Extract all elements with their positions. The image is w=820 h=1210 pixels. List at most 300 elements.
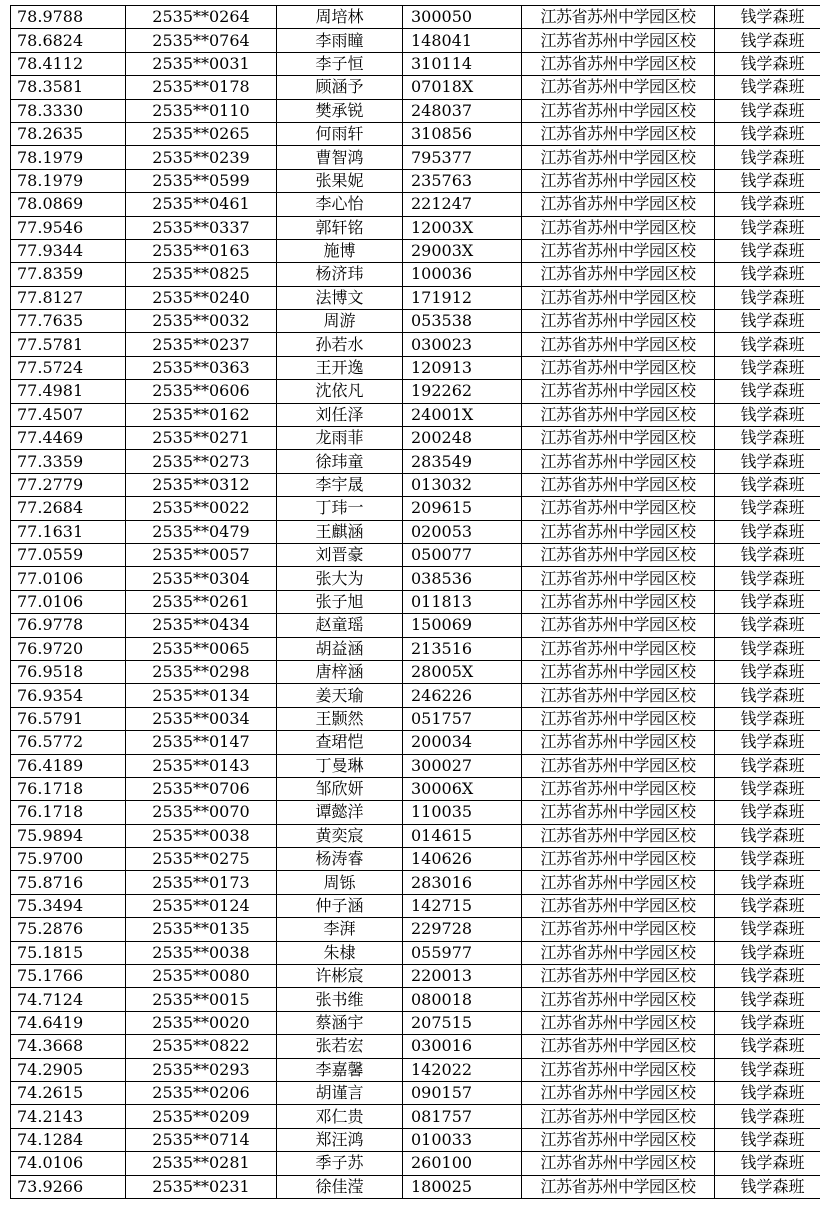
school-cell: 江苏省苏州中学园区校 (522, 520, 715, 543)
id-suffix-cell: 300027 (403, 754, 522, 777)
table-body (11, 6, 820, 1199)
score-cell: 77.7635 (11, 310, 126, 333)
candidate-id-cell: 2535**0147 (126, 731, 277, 754)
table-row (11, 590, 820, 613)
score-cell: 78.0869 (11, 193, 126, 216)
id-suffix-cell: 300050 (403, 6, 522, 29)
candidate-id-cell: 2535**0261 (126, 590, 277, 613)
student-name-cell: 徐玮童 (277, 450, 403, 473)
id-suffix-cell: 30006X (403, 777, 522, 800)
results-sheet (10, 5, 810, 1199)
school-cell: 江苏省苏州中学园区校 (522, 1105, 715, 1128)
id-suffix-cell: 030016 (403, 1035, 522, 1058)
student-name-cell: 谭懿洋 (277, 801, 403, 824)
id-suffix-cell: 150069 (403, 614, 522, 637)
table-row (11, 169, 820, 192)
class-cell: 钱学森班 (715, 777, 820, 800)
id-suffix-cell: 140626 (403, 848, 522, 871)
student-name-cell: 仲子涵 (277, 894, 403, 917)
score-cell: 76.9354 (11, 684, 126, 707)
id-suffix-cell: 050077 (403, 543, 522, 566)
school-cell: 江苏省苏州中学园区校 (522, 988, 715, 1011)
candidate-id-cell: 2535**0239 (126, 146, 277, 169)
candidate-id-cell: 2535**0163 (126, 239, 277, 262)
candidate-id-cell: 2535**0057 (126, 543, 277, 566)
score-cell: 76.9778 (11, 614, 126, 637)
student-name-cell: 查珺恺 (277, 731, 403, 754)
table-row (11, 965, 820, 988)
student-name-cell: 刘任泽 (277, 403, 403, 426)
student-name-cell: 李子恒 (277, 52, 403, 75)
candidate-id-cell: 2535**0599 (126, 169, 277, 192)
class-cell: 钱学森班 (715, 731, 820, 754)
id-suffix-cell: 221247 (403, 193, 522, 216)
class-cell: 钱学森班 (715, 871, 820, 894)
candidate-id-cell: 2535**0293 (126, 1058, 277, 1081)
class-cell: 钱学森班 (715, 122, 820, 145)
candidate-id-cell: 2535**0038 (126, 824, 277, 847)
candidate-id-cell: 2535**0032 (126, 310, 277, 333)
score-cell: 77.0106 (11, 567, 126, 590)
score-cell: 77.5724 (11, 356, 126, 379)
school-cell: 江苏省苏州中学园区校 (522, 918, 715, 941)
student-name-cell: 周培林 (277, 6, 403, 29)
student-name-cell: 杨济玮 (277, 263, 403, 286)
score-cell: 76.9518 (11, 660, 126, 683)
table-row (11, 1175, 820, 1198)
id-suffix-cell: 795377 (403, 146, 522, 169)
class-cell: 钱学森班 (715, 29, 820, 52)
id-suffix-cell: 07018X (403, 76, 522, 99)
candidate-id-cell: 2535**0022 (126, 497, 277, 520)
table-row (11, 707, 820, 730)
school-cell: 江苏省苏州中学园区校 (522, 193, 715, 216)
school-cell: 江苏省苏州中学园区校 (522, 450, 715, 473)
table-row (11, 1035, 820, 1058)
table-row (11, 193, 820, 216)
id-suffix-cell: 28005X (403, 660, 522, 683)
class-cell: 钱学森班 (715, 356, 820, 379)
candidate-id-cell: 2535**0110 (126, 99, 277, 122)
score-cell: 74.3668 (11, 1035, 126, 1058)
table-row (11, 1152, 820, 1175)
score-cell: 77.9344 (11, 239, 126, 262)
class-cell: 钱学森班 (715, 310, 820, 333)
class-cell: 钱学森班 (715, 801, 820, 824)
id-suffix-cell: 24001X (403, 403, 522, 426)
score-cell: 74.1284 (11, 1128, 126, 1151)
candidate-id-cell: 2535**0706 (126, 777, 277, 800)
class-cell: 钱学森班 (715, 1035, 820, 1058)
school-cell: 江苏省苏州中学园区校 (522, 122, 715, 145)
score-cell: 74.0106 (11, 1152, 126, 1175)
id-suffix-cell: 283016 (403, 871, 522, 894)
table-row (11, 99, 820, 122)
candidate-id-cell: 2535**0173 (126, 871, 277, 894)
class-cell: 钱学森班 (715, 52, 820, 75)
id-suffix-cell: 310114 (403, 52, 522, 75)
candidate-id-cell: 2535**0822 (126, 1035, 277, 1058)
candidate-id-cell: 2535**0434 (126, 614, 277, 637)
table-row (11, 52, 820, 75)
school-cell: 江苏省苏州中学园区校 (522, 1175, 715, 1198)
class-cell: 钱学森班 (715, 497, 820, 520)
student-name-cell: 丁玮一 (277, 497, 403, 520)
school-cell: 江苏省苏州中学园区校 (522, 1081, 715, 1104)
table-row (11, 122, 820, 145)
student-name-cell: 邹欣妍 (277, 777, 403, 800)
id-suffix-cell: 053538 (403, 310, 522, 333)
candidate-id-cell: 2535**0237 (126, 333, 277, 356)
score-cell: 78.1979 (11, 169, 126, 192)
candidate-id-cell: 2535**0273 (126, 450, 277, 473)
candidate-id-cell: 2535**0034 (126, 707, 277, 730)
candidate-id-cell: 2535**0206 (126, 1081, 277, 1104)
class-cell: 钱学森班 (715, 1081, 820, 1104)
table-row (11, 684, 820, 707)
student-name-cell: 蔡涵宇 (277, 1011, 403, 1034)
class-cell: 钱学森班 (715, 965, 820, 988)
student-name-cell: 张若宏 (277, 1035, 403, 1058)
school-cell: 江苏省苏州中学园区校 (522, 731, 715, 754)
id-suffix-cell: 220013 (403, 965, 522, 988)
score-cell: 73.9266 (11, 1175, 126, 1198)
score-cell: 76.5791 (11, 707, 126, 730)
score-cell: 77.2684 (11, 497, 126, 520)
candidate-id-cell: 2535**0031 (126, 52, 277, 75)
id-suffix-cell: 011813 (403, 590, 522, 613)
class-cell: 钱学森班 (715, 380, 820, 403)
candidate-id-cell: 2535**0265 (126, 122, 277, 145)
class-cell: 钱学森班 (715, 543, 820, 566)
school-cell: 江苏省苏州中学园区校 (522, 614, 715, 637)
id-suffix-cell: 120913 (403, 356, 522, 379)
candidate-id-cell: 2535**0714 (126, 1128, 277, 1151)
table-row (11, 1128, 820, 1151)
school-cell: 江苏省苏州中学园区校 (522, 824, 715, 847)
id-suffix-cell: 142022 (403, 1058, 522, 1081)
candidate-id-cell: 2535**0162 (126, 403, 277, 426)
class-cell: 钱学森班 (715, 637, 820, 660)
student-name-cell: 杨涛睿 (277, 848, 403, 871)
score-cell: 74.2615 (11, 1081, 126, 1104)
candidate-id-cell: 2535**0134 (126, 684, 277, 707)
school-cell: 江苏省苏州中学园区校 (522, 356, 715, 379)
candidate-id-cell: 2535**0020 (126, 1011, 277, 1034)
class-cell: 钱学森班 (715, 99, 820, 122)
student-name-cell: 王麒涵 (277, 520, 403, 543)
school-cell: 江苏省苏州中学园区校 (522, 894, 715, 917)
candidate-id-cell: 2535**0606 (126, 380, 277, 403)
class-cell: 钱学森班 (715, 520, 820, 543)
candidate-id-cell: 2535**0264 (126, 6, 277, 29)
score-cell: 76.1718 (11, 801, 126, 824)
student-name-cell: 法博文 (277, 286, 403, 309)
score-cell: 74.7124 (11, 988, 126, 1011)
id-suffix-cell: 207515 (403, 1011, 522, 1034)
score-cell: 77.0559 (11, 543, 126, 566)
class-cell: 钱学森班 (715, 660, 820, 683)
school-cell: 江苏省苏州中学园区校 (522, 777, 715, 800)
id-suffix-cell: 110035 (403, 801, 522, 824)
student-name-cell: 郭轩铭 (277, 216, 403, 239)
table-row (11, 1105, 820, 1128)
student-name-cell: 季子苏 (277, 1152, 403, 1175)
student-name-cell: 沈依凡 (277, 380, 403, 403)
class-cell: 钱学森班 (715, 473, 820, 496)
table-row (11, 216, 820, 239)
table-row (11, 356, 820, 379)
class-cell: 钱学森班 (715, 567, 820, 590)
class-cell: 钱学森班 (715, 216, 820, 239)
score-cell: 75.1766 (11, 965, 126, 988)
class-cell: 钱学森班 (715, 590, 820, 613)
school-cell: 江苏省苏州中学园区校 (522, 707, 715, 730)
score-cell: 77.4981 (11, 380, 126, 403)
table-row (11, 497, 820, 520)
class-cell: 钱学森班 (715, 286, 820, 309)
table-row (11, 894, 820, 917)
id-suffix-cell: 014615 (403, 824, 522, 847)
table-row (11, 777, 820, 800)
score-cell: 77.0106 (11, 590, 126, 613)
table-row (11, 450, 820, 473)
table-row (11, 941, 820, 964)
student-name-cell: 李宇晟 (277, 473, 403, 496)
id-suffix-cell: 200248 (403, 427, 522, 450)
id-suffix-cell: 171912 (403, 286, 522, 309)
class-cell: 钱学森班 (715, 146, 820, 169)
score-cell: 75.8716 (11, 871, 126, 894)
candidate-id-cell: 2535**0825 (126, 263, 277, 286)
table-row (11, 614, 820, 637)
class-cell: 钱学森班 (715, 941, 820, 964)
table-row (11, 6, 820, 29)
id-suffix-cell: 030023 (403, 333, 522, 356)
student-name-cell: 李嘉馨 (277, 1058, 403, 1081)
student-name-cell: 唐梓涵 (277, 660, 403, 683)
class-cell: 钱学森班 (715, 1058, 820, 1081)
school-cell: 江苏省苏州中学园区校 (522, 567, 715, 590)
class-cell: 钱学森班 (715, 894, 820, 917)
student-name-cell: 周铄 (277, 871, 403, 894)
id-suffix-cell: 12003X (403, 216, 522, 239)
class-cell: 钱学森班 (715, 824, 820, 847)
student-name-cell: 张书维 (277, 988, 403, 1011)
id-suffix-cell: 283549 (403, 450, 522, 473)
school-cell: 江苏省苏州中学园区校 (522, 99, 715, 122)
table-row (11, 146, 820, 169)
score-cell: 77.9546 (11, 216, 126, 239)
score-cell: 75.2876 (11, 918, 126, 941)
class-cell: 钱学森班 (715, 1152, 820, 1175)
candidate-id-cell: 2535**0275 (126, 848, 277, 871)
school-cell: 江苏省苏州中学园区校 (522, 76, 715, 99)
id-suffix-cell: 29003X (403, 239, 522, 262)
student-name-cell: 胡谨言 (277, 1081, 403, 1104)
candidate-id-cell: 2535**0764 (126, 29, 277, 52)
class-cell: 钱学森班 (715, 1105, 820, 1128)
score-cell: 77.1631 (11, 520, 126, 543)
score-cell: 77.8127 (11, 286, 126, 309)
score-cell: 75.3494 (11, 894, 126, 917)
table-row (11, 731, 820, 754)
school-cell: 江苏省苏州中学园区校 (522, 52, 715, 75)
student-name-cell: 樊承锐 (277, 99, 403, 122)
class-cell: 钱学森班 (715, 614, 820, 637)
class-cell: 钱学森班 (715, 684, 820, 707)
student-name-cell: 张果妮 (277, 169, 403, 192)
school-cell: 江苏省苏州中学园区校 (522, 146, 715, 169)
id-suffix-cell: 090157 (403, 1081, 522, 1104)
id-suffix-cell: 038536 (403, 567, 522, 590)
class-cell: 钱学森班 (715, 707, 820, 730)
score-cell: 78.9788 (11, 6, 126, 29)
class-cell: 钱学森班 (715, 1011, 820, 1034)
table-row (11, 76, 820, 99)
score-cell: 77.8359 (11, 263, 126, 286)
admission-list-table (10, 5, 820, 1199)
student-name-cell: 施博 (277, 239, 403, 262)
candidate-id-cell: 2535**0271 (126, 427, 277, 450)
school-cell: 江苏省苏州中学园区校 (522, 871, 715, 894)
table-row (11, 333, 820, 356)
school-cell: 江苏省苏州中学园区校 (522, 848, 715, 871)
school-cell: 江苏省苏州中学园区校 (522, 497, 715, 520)
school-cell: 江苏省苏州中学园区校 (522, 543, 715, 566)
id-suffix-cell: 051757 (403, 707, 522, 730)
score-cell: 77.3359 (11, 450, 126, 473)
class-cell: 钱学森班 (715, 754, 820, 777)
score-cell: 77.2779 (11, 473, 126, 496)
candidate-id-cell: 2535**0124 (126, 894, 277, 917)
candidate-id-cell: 2535**0231 (126, 1175, 277, 1198)
id-suffix-cell: 020053 (403, 520, 522, 543)
table-row (11, 1058, 820, 1081)
class-cell: 钱学森班 (715, 193, 820, 216)
student-name-cell: 郑汪鸿 (277, 1128, 403, 1151)
score-cell: 78.3330 (11, 99, 126, 122)
student-name-cell: 孙若水 (277, 333, 403, 356)
table-row (11, 1011, 820, 1034)
school-cell: 江苏省苏州中学园区校 (522, 1128, 715, 1151)
student-name-cell: 龙雨菲 (277, 427, 403, 450)
candidate-id-cell: 2535**0038 (126, 941, 277, 964)
candidate-id-cell: 2535**0479 (126, 520, 277, 543)
candidate-id-cell: 2535**0240 (126, 286, 277, 309)
score-cell: 78.2635 (11, 122, 126, 145)
class-cell: 钱学森班 (715, 76, 820, 99)
candidate-id-cell: 2535**0304 (126, 567, 277, 590)
school-cell: 江苏省苏州中学园区校 (522, 637, 715, 660)
table-row (11, 848, 820, 871)
id-suffix-cell: 100036 (403, 263, 522, 286)
school-cell: 江苏省苏州中学园区校 (522, 684, 715, 707)
score-cell: 78.3581 (11, 76, 126, 99)
id-suffix-cell: 235763 (403, 169, 522, 192)
id-suffix-cell: 200034 (403, 731, 522, 754)
id-suffix-cell: 260100 (403, 1152, 522, 1175)
class-cell: 钱学森班 (715, 1128, 820, 1151)
score-cell: 74.2905 (11, 1058, 126, 1081)
school-cell: 江苏省苏州中学园区校 (522, 473, 715, 496)
school-cell: 江苏省苏州中学园区校 (522, 6, 715, 29)
candidate-id-cell: 2535**0337 (126, 216, 277, 239)
table-row (11, 427, 820, 450)
student-name-cell: 朱棣 (277, 941, 403, 964)
student-name-cell: 徐佳滢 (277, 1175, 403, 1198)
student-name-cell: 王开逸 (277, 356, 403, 379)
student-name-cell: 何雨轩 (277, 122, 403, 145)
id-suffix-cell: 248037 (403, 99, 522, 122)
student-name-cell: 张子旭 (277, 590, 403, 613)
school-cell: 江苏省苏州中学园区校 (522, 754, 715, 777)
student-name-cell: 李雨瞳 (277, 29, 403, 52)
table-row (11, 263, 820, 286)
school-cell: 江苏省苏州中学园区校 (522, 403, 715, 426)
school-cell: 江苏省苏州中学园区校 (522, 286, 715, 309)
score-cell: 78.6824 (11, 29, 126, 52)
id-suffix-cell: 080018 (403, 988, 522, 1011)
score-cell: 76.9720 (11, 637, 126, 660)
table-row (11, 543, 820, 566)
student-name-cell: 王颢然 (277, 707, 403, 730)
table-row (11, 754, 820, 777)
table-row (11, 310, 820, 333)
id-suffix-cell: 310856 (403, 122, 522, 145)
score-cell: 75.9700 (11, 848, 126, 871)
id-suffix-cell: 192262 (403, 380, 522, 403)
school-cell: 江苏省苏州中学园区校 (522, 333, 715, 356)
school-cell: 江苏省苏州中学园区校 (522, 263, 715, 286)
school-cell: 江苏省苏州中学园区校 (522, 239, 715, 262)
table-row (11, 567, 820, 590)
student-name-cell: 赵童瑶 (277, 614, 403, 637)
school-cell: 江苏省苏州中学园区校 (522, 169, 715, 192)
score-cell: 75.1815 (11, 941, 126, 964)
score-cell: 77.4469 (11, 427, 126, 450)
score-cell: 74.6419 (11, 1011, 126, 1034)
score-cell: 78.1979 (11, 146, 126, 169)
table-row (11, 520, 820, 543)
candidate-id-cell: 2535**0363 (126, 356, 277, 379)
school-cell: 江苏省苏州中学园区校 (522, 660, 715, 683)
candidate-id-cell: 2535**0298 (126, 660, 277, 683)
class-cell: 钱学森班 (715, 169, 820, 192)
school-cell: 江苏省苏州中学园区校 (522, 310, 715, 333)
table-row (11, 660, 820, 683)
candidate-id-cell: 2535**0065 (126, 637, 277, 660)
id-suffix-cell: 209615 (403, 497, 522, 520)
score-cell: 76.5772 (11, 731, 126, 754)
id-suffix-cell: 013032 (403, 473, 522, 496)
student-name-cell: 刘晋豪 (277, 543, 403, 566)
table-row (11, 871, 820, 894)
school-cell: 江苏省苏州中学园区校 (522, 801, 715, 824)
candidate-id-cell: 2535**0178 (126, 76, 277, 99)
school-cell: 江苏省苏州中学园区校 (522, 1152, 715, 1175)
student-name-cell: 许彬宸 (277, 965, 403, 988)
student-name-cell: 胡益涵 (277, 637, 403, 660)
table-row (11, 918, 820, 941)
score-cell: 76.4189 (11, 754, 126, 777)
student-name-cell: 周游 (277, 310, 403, 333)
class-cell: 钱学森班 (715, 333, 820, 356)
table-row (11, 473, 820, 496)
student-name-cell: 顾涵予 (277, 76, 403, 99)
school-cell: 江苏省苏州中学园区校 (522, 1035, 715, 1058)
id-suffix-cell: 010033 (403, 1128, 522, 1151)
